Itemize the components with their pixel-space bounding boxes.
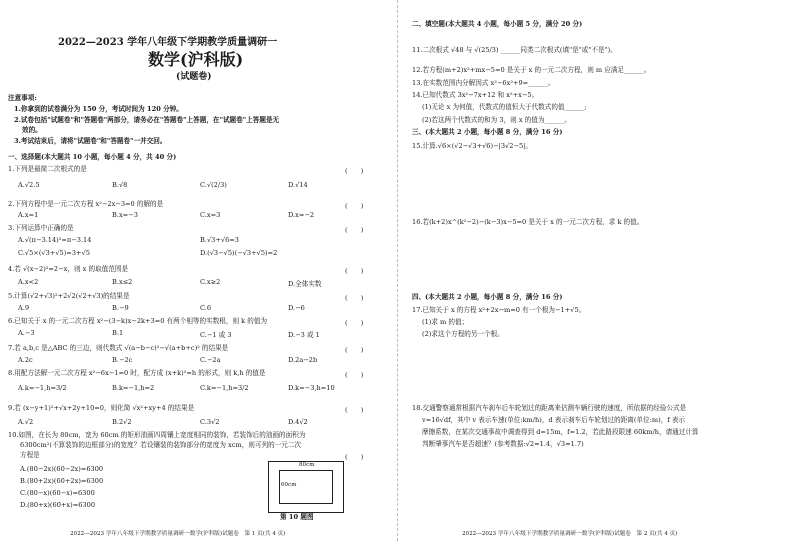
question-15: 15.计算.√6×(√2−√3+√6)−|3√2−5|。 [412, 142, 532, 150]
question-4: 4.若 √(x−2)²=2−x，则 x 的取值范围是 [8, 265, 129, 273]
question-18-cont: v=16√df，其中 v 表示车速(单位:km/h)，d 表示刹车后车轮划过的距离(单位:m)，f 表示 [422, 416, 686, 424]
option-d: D.√14 [288, 181, 308, 189]
notice-line: 1.你拿到的试卷满分为 150 分，考试时间为 120 分钟。 [14, 105, 183, 113]
question-18-cont: 摩擦系数，在某次交通事故中调查得到 d=15m，f=1.2，若此路段限速 60km/h，请通过计算 [422, 428, 699, 436]
option-c: C.x≥2 [200, 278, 221, 286]
question-14-part-1: (1)无论 x 为何值，代数式的值恒大于代数式的值______; [422, 103, 587, 111]
option-a: A.√2 [18, 418, 34, 426]
notice-line: 3.考试结束后，请将"试题卷"和"答题卷"一并交回。 [14, 137, 167, 145]
question-14: 14.已知代数式 3x²−7x+12 和 x²+x−5。 [412, 91, 539, 99]
option-d: D.2a−2b [288, 356, 318, 364]
question-1: 1.下列是最简二次根式的是 [8, 165, 87, 173]
option-c: C.6 [200, 304, 212, 312]
figure-width-label: 80cm [299, 462, 315, 468]
option-c: C.−2a [200, 356, 221, 364]
option-d: D.(√3−√5)(−√3+√5)=2 [200, 249, 278, 257]
page-footer: 2022—2023 学年八年级下学期教学质量调研一数学(沪科版)试题卷 第 1 页(共 4 页) [70, 531, 286, 537]
option-d: D.−3 或 1 [288, 331, 320, 339]
option-b: B.−2c [112, 356, 133, 364]
question-17-part-2: (2)求这个方程的另一个根。 [422, 330, 504, 338]
option-a: A.k=−1,h=3/2 [18, 384, 67, 392]
option-b: B.2√2 [112, 418, 132, 426]
question-18: 18.交通警察通常根据汽车刹车后车轮划过的距离来估测车辆行驶的速度，所依据的经验公式是 [412, 404, 687, 412]
exam-kind: (试题卷) [176, 72, 212, 82]
option-b: B.−9 [112, 304, 129, 312]
option-b: B.k=−1,h=2 [112, 384, 155, 392]
option-a: A.2c [18, 356, 33, 364]
question-8: 8.用配方法解一元二次方程 x²−6x−1=0 时，配方成 (x+k)²=h 的形式，则 k,h 的值是 [8, 369, 266, 377]
option-d: D.(80+x)(60+x)=6300 [20, 501, 96, 509]
option-b: B.√8 [112, 181, 128, 189]
section-choice-heading: 一、选择题(本大题共 10 小题，每小题 4 分，共 40 分) [8, 153, 177, 161]
question-17-part-1: (1)求 m 的值； [422, 318, 469, 326]
option-c: C.x=3 [200, 211, 221, 219]
option-b: B.1 [112, 329, 124, 337]
section-fill-heading: 二、填空题(本大题共 4 小题，每小题 5 分，满分 20 分) [412, 20, 583, 28]
option-d: D.x=−2 [288, 211, 315, 219]
question-10: 10.如图，在长为 80cm，宽为 60cm 的矩形油画四周镶上宽度相同的装饰，若装饰后的油画的面积为 [8, 431, 306, 439]
answer-paren: ( ) [345, 294, 364, 302]
answer-paren: ( ) [345, 167, 364, 175]
option-a: A.√(π−3.14)²=π−3.14 [18, 236, 92, 244]
option-c: C.√(2/3) [200, 181, 227, 189]
question-7: 7.若 a,b,c 是△ABC 的三边，则代数式 √(a−b−c)²−√(a+b+c)² 的结果是 [8, 344, 229, 352]
option-b: B.x≤2 [112, 278, 133, 286]
question-6: 6.已知关于 x 的一元二次方程 x²−(3−k)x−2k+3=0 有两个相等的实数根，则 k 的值为 [8, 317, 268, 325]
notice-line: 效的。 [22, 126, 42, 134]
exam-subject: 数学(沪科版) [148, 50, 244, 69]
option-b: B.x=−3 [112, 211, 138, 219]
option-d: D.−6 [288, 304, 305, 312]
question-11: 11.二次根式 √48 与 √(25/3) ______同类二次根式(填"是"或"不是")。 [412, 46, 617, 54]
exam-title: 2022—2023 学年八年级下学期教学质量调研一 [58, 37, 278, 48]
option-a: A.x=1 [18, 211, 39, 219]
page-footer: 2022—2023 学年八年级下学期教学质量调研一数学(沪科版)试题卷 第 2 页(共 4 页) [462, 531, 678, 537]
option-c: C.(80−x)(60−x)=6300 [20, 489, 95, 497]
option-c: C.3√2 [200, 418, 220, 426]
answer-paren: ( ) [345, 267, 364, 275]
option-d: D.4√2 [288, 418, 308, 426]
question-10-cont: 6300cm²(不算装饰的边框部分)的宽度？若设镶装的装饰部分的宽度为 xcm，则可列的一元二次 [20, 441, 302, 449]
section-3-heading: 三、(本大题共 2 小题，每小题 8 分，满分 16 分) [412, 128, 563, 136]
answer-paren: ( ) [345, 346, 364, 354]
question-3: 3.下列运算中正确的是 [8, 224, 74, 232]
figure-caption: 第 10 题图 [280, 513, 314, 521]
question-5: 5.计算(√2+√3)²+2√2(√2+√3)的结果是 [8, 292, 130, 300]
option-d: D.全体实数 [288, 280, 322, 288]
section-4-heading: 四、(本大题共 2 小题，每小题 8 分，满分 16 分) [412, 293, 563, 301]
question-10-cont: 方程是 [20, 451, 40, 459]
option-d: D.k=−3,h=10 [288, 384, 335, 392]
notice-line: 2.试卷包括"试题卷"和"答题卷"两部分，请务必在"答题卷"上答题，在"试题卷"上答题是无 [14, 116, 280, 124]
question-16: 16.若(k+2)x^(k²−2)−(k−3)x−5=0 是关于 x 的一元二次方程，求 k 的值。 [412, 218, 644, 226]
answer-paren: ( ) [345, 226, 364, 234]
answer-paren: ( ) [345, 202, 364, 210]
question-14-part-2: (2)若这两个代数式的和为 3，则 x 的值为______。 [422, 116, 571, 124]
option-a: A.−3 [18, 329, 35, 337]
question-2: 2.下列方程中是一元二次方程 x²−2x−3=0 的解的是 [8, 200, 164, 208]
option-c: C.√5×(√3+√5)=3+√5 [18, 249, 90, 257]
option-c: C.−1 或 3 [200, 331, 232, 339]
option-a: A.√2.5 [18, 181, 40, 189]
question-9: 9.若 (x−y+1)²+√x+2y+10=0，则化简 √x²+xy+4 的结果是 [8, 404, 195, 412]
option-a: A.x<2 [18, 278, 39, 286]
frame-figure [268, 461, 344, 513]
question-18-cont: 判断肇事汽车是否超速？(参考数据:√2≈1.4，√3≈1.7) [422, 440, 584, 448]
figure-height-label: 60cm [281, 482, 297, 488]
notice-heading: 注意事项: [8, 94, 37, 102]
option-c: C.k=−1,h=3/2 [200, 384, 249, 392]
option-b: B.(80+2x)(60+2x)=6300 [20, 477, 104, 485]
question-13: 13.在实数范围内分解因式 x²−6x²+9=______。 [412, 79, 555, 87]
answer-paren: ( ) [345, 406, 364, 414]
exam-page-2 [397, 0, 794, 541]
option-a: A.9 [18, 304, 30, 312]
answer-paren: ( ) [345, 453, 364, 461]
option-b: B.√3+√6=3 [200, 236, 239, 244]
option-a: A.(80−2x)(60−2x)=6300 [20, 465, 104, 473]
question-17: 17.已知关于 x 的方程 x²+2x−m=0 有一个根为−1+√5。 [412, 306, 586, 314]
question-12: 12.若方程(m+2)x²+mx−5=0 是关于 x 的一元二次方程，则 m 应满足______。 [412, 66, 651, 74]
answer-paren: ( ) [345, 319, 364, 327]
answer-paren: ( ) [345, 371, 364, 379]
